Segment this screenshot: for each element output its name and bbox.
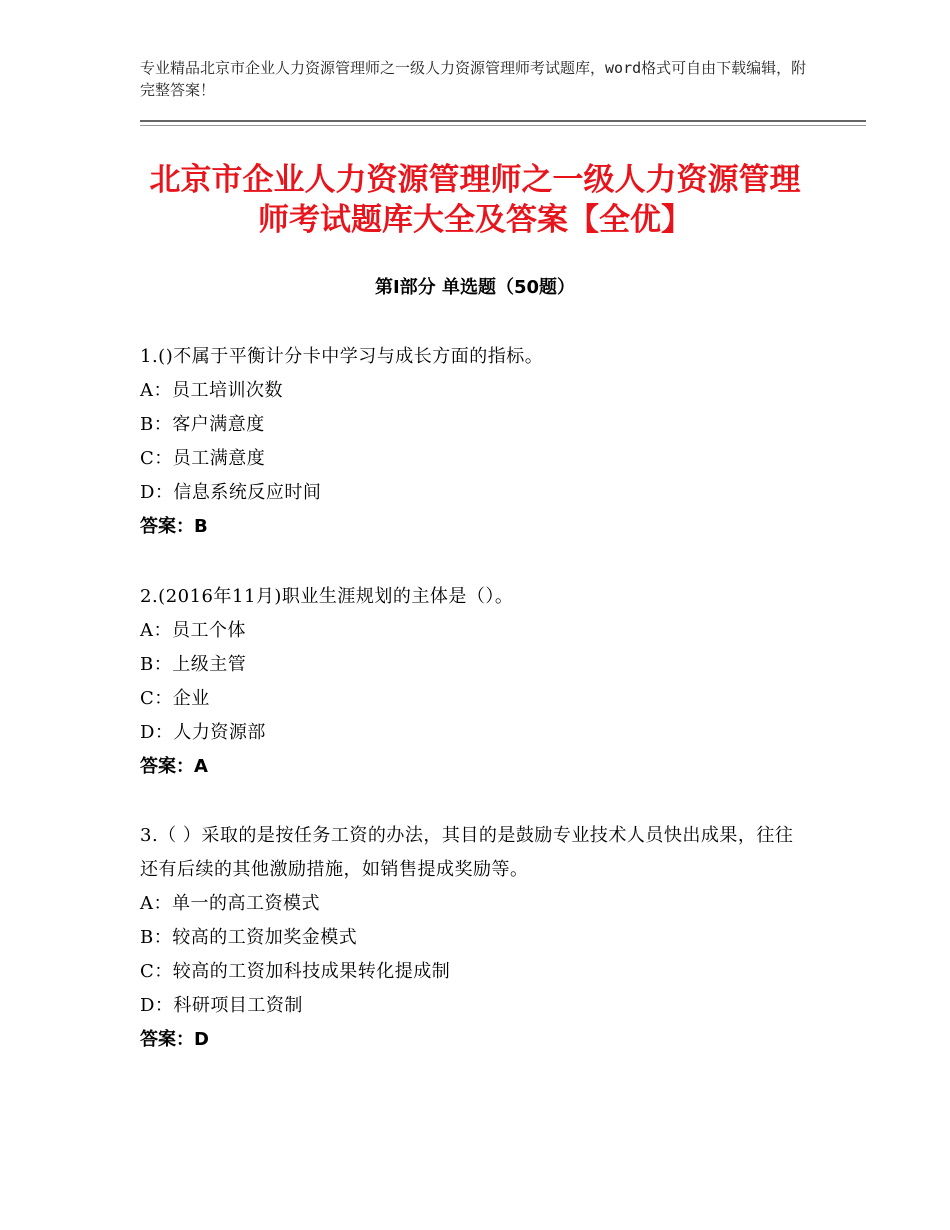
question-2 (140, 580, 810, 784)
option-a: A：员工个体 (140, 620, 246, 641)
option-b: B：客户满意度 (140, 414, 265, 435)
question-stem: 1.()不属于平衡计分卡中学习与成长方面的指标。 (140, 346, 544, 367)
question-stem: 2.(2016年11月)职业生涯规划的主体是（）。 (140, 586, 514, 607)
option-c: C：员工满意度 (140, 448, 266, 469)
option-a: A：单一的高工资模式 (140, 893, 320, 914)
option-b: B：较高的工资加奖金模式 (140, 927, 358, 948)
document-title: 北京市企业人力资源管理师之一级人力资源管理师考试题库大全及答案【全优】 (149, 162, 801, 238)
answer-line: 答案：D (140, 1029, 209, 1050)
header-divider (140, 120, 866, 122)
option-d: D：人力资源部 (140, 722, 266, 743)
option-a: A：员工培训次数 (140, 380, 283, 401)
header-divider-thin (140, 125, 866, 126)
question-3 (140, 819, 810, 1057)
option-d: D：科研项目工资制 (140, 995, 303, 1016)
answer-line: 答案：B (140, 516, 208, 537)
option-c: C：企业 (140, 688, 210, 709)
option-d: D：信息系统反应时间 (140, 482, 322, 503)
question-1 (140, 340, 810, 544)
option-c: C：较高的工资加科技成果转化提成制 (140, 961, 451, 982)
option-b: B：上级主管 (140, 654, 247, 675)
section-heading: 第Ⅰ部分 单选题（50题） (374, 277, 575, 298)
header-note: 专业精品北京市企业人力资源管理师之一级人力资源管理师考试题库，word格式可自由下载编辑，附完整答案！ (140, 59, 807, 99)
answer-line: 答案：A (140, 756, 208, 777)
question-stem: 3.（ ）采取的是按任务工资的办法，其目的是鼓励专业技术人员快出成果，往往还有后续的其他激励措施，如销售提成奖励等。 (140, 825, 794, 880)
